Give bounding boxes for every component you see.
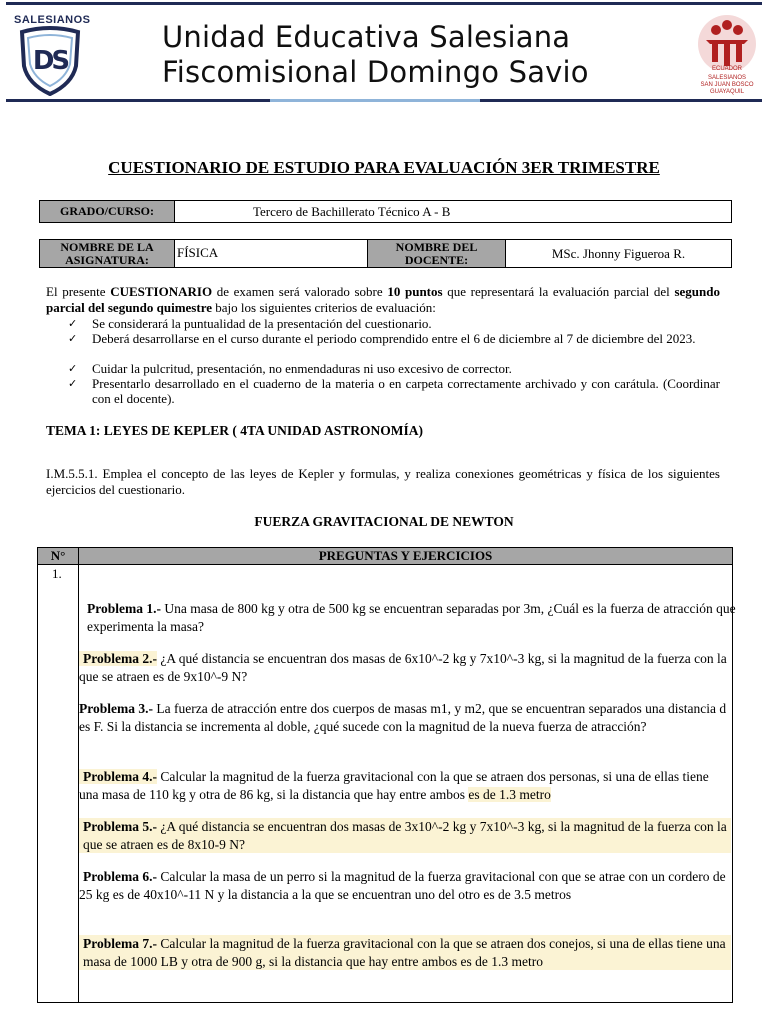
checkmark-icon: ✓ [68, 362, 78, 375]
intro-bold-3: segundo parcial del segundo quimestre [46, 284, 720, 315]
problem-label: Problema 1.- [87, 601, 161, 616]
problem-label: Problema 5.- [83, 819, 157, 834]
problem-label: Problema 6.- [83, 869, 157, 884]
row-number: 1. [52, 566, 62, 581]
table-header-number: N° [37, 547, 79, 565]
intro-text-4: bajo los siguientes criterios de evaluación: [212, 299, 436, 315]
logo-right-caption-3: GUAYAQUIL [709, 89, 745, 95]
grade-value-cell [174, 200, 732, 223]
criteria-item [70, 316, 720, 331]
intro-bold-2: 10 puntos [387, 284, 443, 299]
document-title-text: CUESTIONARIO DE ESTUDIO PARA EVALUACIÓN 3ER TRIMESTRE [108, 158, 660, 177]
criteria-item [70, 376, 720, 406]
header-top-rule [6, 2, 762, 5]
table-header-questions: PREGUNTAS Y EJERCICIOS [78, 547, 733, 565]
header-accent-rule [270, 99, 480, 102]
teacher-value-cell [505, 239, 732, 268]
intro-text-2: de examen será valorado sobre [212, 284, 388, 299]
problem-text: Calcular la magnitud de la fuerza gravitacional con la que se atraen dos conejos, si una de ellas tiene una masa de 1000 LB y otra de 900 g, si la distancia que hay entre ambos es de 1.3 metro [83, 936, 726, 969]
problem-6 [79, 868, 731, 903]
section-title: FUERZA GRAVITACIONAL DE NEWTON [254, 514, 514, 529]
criteria-text: Se considerará la puntualidad de la presentación del cuestionario. [92, 316, 432, 331]
problem-text: ¿A qué distancia se encuentran dos masas de 6x10^-2 kg y 7x10^-3 kg, si la magnitud de la fuerza con la que se atraen es de 9x10^-9 N? [79, 651, 727, 684]
logo-left-caption: SALESIANOS [14, 14, 91, 26]
problem-4 [79, 768, 731, 803]
problem-highlight-text: es de 1.3 metro [468, 786, 551, 802]
problem-text: Calcular la magnitud de la fuerza gravitacional con la que se atraen dos personas, si una de ellas tiene una masa de 110 kg y otra de 86 kg, si la distancia que hay entre ambos [79, 769, 709, 802]
subject-label-cell [39, 239, 175, 268]
checkmark-icon: ✓ [68, 332, 78, 345]
subject-value: FÍSICA [177, 245, 219, 260]
grade-label-cell [39, 200, 175, 223]
teacher-label-line-2: DOCENTE: [404, 252, 469, 267]
salesianos-guayaquil-logo [692, 14, 762, 98]
criteria-item [70, 361, 720, 376]
intro-paragraph [46, 284, 720, 315]
checkmark-icon: ✓ [68, 317, 78, 330]
problem-1 [79, 600, 739, 635]
problem-text: Una masa de 800 kg y otra de 500 kg se encuentran separadas por 3m, ¿Cuál es la fuerza de atracción que experimenta la masa? [87, 601, 736, 634]
subject-label-line-1: NOMBRE DE LA [60, 239, 154, 254]
criteria-text: Cuidar la pulcritud, presentación, no enmendaduras ni uso excesivo de corrector. [92, 361, 512, 376]
intro-text-3: que representará la evaluación parcial del [442, 284, 675, 299]
criteria-item [70, 331, 720, 346]
logo-monogram: DS [32, 46, 68, 76]
problem-7 [79, 935, 731, 970]
problem-label: Problema 2.- [83, 651, 157, 666]
grade-label: GRADO/CURSO: [59, 204, 154, 218]
teacher-label-line-1: NOMBRE DEL [395, 239, 478, 254]
problem-text: ¿A qué distancia se encuentran dos masas de 3x10^-2 kg y 7x10^-3 kg, si la magnitud de la fuerza con la que se atraen es de 8x10-9 N? [83, 819, 727, 852]
logo-right-caption-top: ECUADOR [711, 66, 742, 72]
logo-right-caption-2: SAN JUAN BOSCO [700, 82, 754, 88]
intro-text-1: El presente [46, 284, 111, 299]
problem-text: Calcular la masa de un perro si la magnitud de la fuerza gravitacional con que se atrae con un cordero de 25 kg es de 40x10^-11 N y la distancia a la que se encuentran uno del otro es de 3.5 metros [79, 869, 726, 902]
grade-value: Tercero de Bachillerato Técnico A - B [253, 203, 451, 219]
problem-label: Problema 4.- [83, 769, 157, 784]
problem-label: Problema 3.- [79, 701, 153, 716]
checkmark-icon: ✓ [68, 377, 78, 390]
document-title [0, 158, 768, 178]
criteria-text: Presentarlo desarrollado en el cuaderno de la materia o en carpeta correctamente archivado y con carátula. (Coordinar con el docente). [92, 376, 720, 406]
school-name-line-2: Fiscomisional Domingo Savio [162, 55, 589, 89]
topic-heading: TEMA 1: LEYES DE KEPLER ( 4TA UNIDAD ASTRONOMÍA) [46, 423, 424, 438]
criteria-text: Deberá desarrollarse en el curso durante el periodo comprendido entre el 6 de diciembre al 7 de diciembre del 2023. [92, 331, 696, 346]
problem-5 [79, 818, 731, 853]
teacher-label-cell [367, 239, 506, 268]
problem-text: La fuerza de atracción entre dos cuerpos de masas m1, y m2, que se encuentran separados una distancia d es F. Si la distancia se incrementa al doble, ¿qué sucede con la magnitud de la nueva fuerza de atracción? [79, 701, 727, 734]
teacher-value: MSc. Jhonny Figueroa R. [551, 245, 686, 261]
subject-value-cell [174, 239, 368, 268]
intro-bold-1: CUESTIONARIO [110, 284, 213, 299]
problem-2 [79, 650, 731, 685]
subject-label-line-2: ASIGNATURA: [65, 252, 149, 267]
indicator-paragraph: I.M.5.5.1. Emplea el concepto de las leyes de Kepler y formulas, y realiza conexiones geométricas y física de los siguientes ejercicios del cuestionario. [46, 466, 720, 497]
problem-label: Problema 7.- [83, 936, 157, 951]
salesianos-shield-logo [14, 12, 91, 96]
school-name-line-1: Unidad Educativa Salesiana [162, 20, 571, 54]
problem-3 [79, 700, 731, 735]
logo-right-caption-1: SALESIANOS [707, 75, 746, 81]
